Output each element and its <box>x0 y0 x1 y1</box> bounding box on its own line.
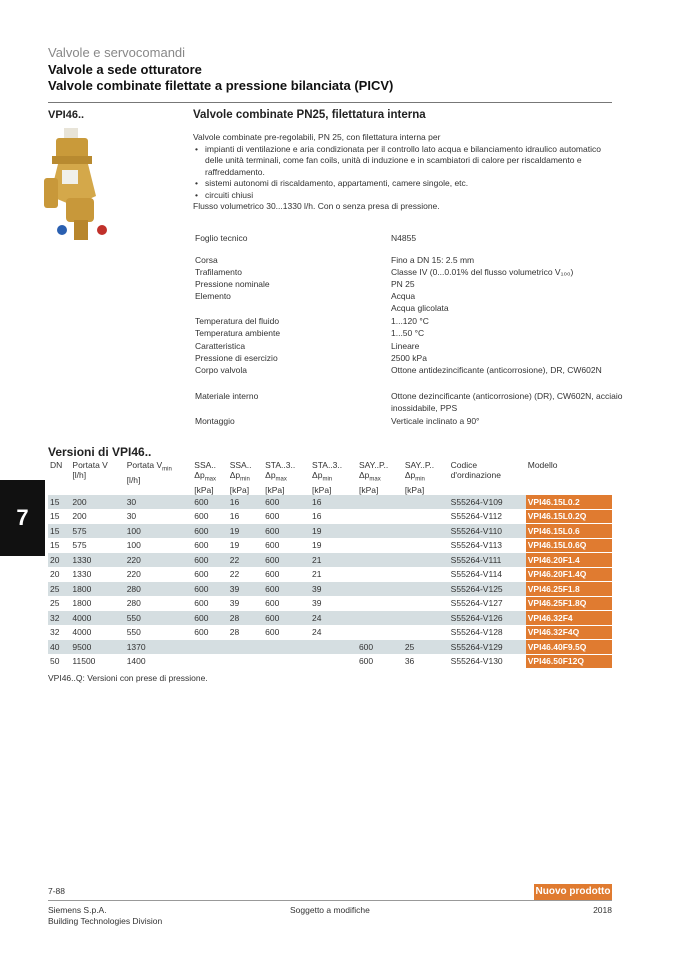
table-cell <box>403 611 449 626</box>
table-cell: 39 <box>310 582 357 597</box>
model-cell: VPI46.15L0.6 <box>526 524 612 539</box>
table-cell: 575 <box>70 524 124 539</box>
table-row <box>48 509 612 524</box>
table-cell: 25 <box>48 582 70 597</box>
column-header: SSA.. $\Delta p_{min}$ [kPa] <box>229 460 252 495</box>
spec-value: Verticale inclinato a 90° <box>391 416 480 426</box>
table-cell: 16 <box>310 495 357 509</box>
table-cell: 39 <box>229 598 240 609</box>
spec-value: Fino a DN 15: 2.5 mm <box>391 255 475 265</box>
table-cell <box>228 654 263 669</box>
column-header: Modello <box>527 460 558 470</box>
table-cell: 600 <box>357 640 403 655</box>
table-cell: 600 <box>358 656 374 667</box>
table-row <box>48 596 612 611</box>
table-row <box>48 654 612 669</box>
table-row <box>48 553 612 568</box>
product-code: VPI46.. <box>48 109 85 121</box>
description-bullet: • circuiti chiusi <box>205 190 618 202</box>
table-row <box>48 567 612 582</box>
table-cell: S55264-V111 <box>449 553 526 568</box>
table-cell: 600 <box>263 611 310 626</box>
table-cell: 15 <box>50 540 60 551</box>
table-cell <box>192 640 227 655</box>
footer-company: Siemens S.p.A. <box>48 905 107 915</box>
table-cell: 600 <box>265 540 280 551</box>
description-intro: Valvole combinate pre-regolabili, PN 25, con filettatura interna per <box>193 132 441 142</box>
description-flow: Flusso volumetrico 30...1330 l/h. Con o senza presa di pressione. <box>193 201 440 211</box>
table-cell: 16 <box>229 511 240 522</box>
spec-value: PN 25 <box>391 279 415 289</box>
table-row <box>48 625 612 640</box>
table-cell <box>357 553 403 568</box>
table-row <box>48 640 612 655</box>
table-row <box>48 582 612 597</box>
footer-rule <box>48 900 612 901</box>
table-cell: 20 <box>48 553 70 568</box>
description-bullet: • impianti di ventilazione e aria condizionata per il controllo lato acqua e bilanciamento idraulico automatico delle unità terminali, come fan coils, unità di induzione e in scambiatori di calore per riscaldamento e raffreddamento. <box>205 144 618 179</box>
table-cell: S55264-V109 <box>449 495 526 509</box>
table-cell <box>403 567 449 582</box>
table-cell: 220 <box>126 569 141 580</box>
table-cell: 600 <box>263 582 310 597</box>
table-cell: 600 <box>192 611 227 626</box>
model-cell: VPI46.20F1.4 <box>526 553 612 568</box>
table-cell <box>357 625 403 640</box>
table-cell <box>357 611 403 626</box>
table-cell <box>403 538 449 553</box>
table-cell: 25 <box>50 598 60 609</box>
subsection-heading: Valvole combinate filettate a pressione bilanciata (PICV) <box>48 78 394 93</box>
spec-value: Lineare <box>391 341 420 351</box>
spec-label: Trafilamento <box>195 267 242 277</box>
table-cell: 19 <box>310 524 357 539</box>
table-cell <box>403 495 449 509</box>
spec-value: 2500 kPa <box>391 353 427 363</box>
table-cell: 19 <box>312 540 322 551</box>
footer-division: Building Technologies Division <box>48 916 163 926</box>
table-cell: 600 <box>194 569 209 580</box>
table-header-row <box>48 460 612 495</box>
spec-label: Montaggio <box>195 416 235 426</box>
table-cell: 20 <box>50 569 60 580</box>
table-cell <box>403 625 449 640</box>
table-cell: S55264-V113 <box>450 540 503 551</box>
column-header: SSA.. $\Delta p_{max}$ [kPa] <box>194 460 217 495</box>
table-cell: 40 <box>48 640 70 655</box>
table-cell <box>357 509 403 524</box>
table-cell <box>357 567 403 582</box>
column-header: SAY..P.. $\Delta p_{max}$ [kPa] <box>358 460 389 495</box>
table-cell: S55264-V110 <box>449 524 526 539</box>
chapter-tab: 7 <box>0 480 45 556</box>
valve-image <box>44 126 118 248</box>
table-cell: S55264-V114 <box>450 569 503 580</box>
spec-label: Elemento <box>195 291 231 301</box>
section-heading: Valvole a sede otturatore <box>48 62 202 77</box>
table-cell <box>263 640 310 655</box>
column-header: STA..3.. $\Delta p_{max}$ [kPa] <box>265 460 296 495</box>
table-cell: 600 <box>263 524 310 539</box>
table-cell <box>228 640 263 655</box>
model-cell: VPI46.15L0.2 <box>526 495 612 509</box>
versions-title: Versioni di VPI46.. <box>48 445 152 459</box>
table-cell: 550 <box>125 611 193 626</box>
spec-label: Corsa <box>195 255 218 265</box>
table-cell: 1400 <box>126 656 146 667</box>
table-cell: 600 <box>192 495 227 509</box>
footer-notice: Soggetto a modifiche <box>290 905 370 915</box>
table-cell: 15 <box>48 495 70 509</box>
model-cell: VPI46.15L0.6Q <box>526 538 612 553</box>
model-cell: VPI46.40F9.5Q <box>526 640 612 655</box>
table-row <box>48 538 612 553</box>
table-cell: 30 <box>125 495 193 509</box>
table-cell <box>192 654 227 669</box>
table-cell: 280 <box>125 582 193 597</box>
table-cell: 600 <box>192 582 227 597</box>
spec-label: Caratteristica <box>195 341 246 351</box>
table-cell: 600 <box>194 511 209 522</box>
table-cell: 600 <box>265 598 280 609</box>
table-cell <box>403 582 449 597</box>
table-cell: 100 <box>125 524 193 539</box>
model-cell: VPI46.25F1.8Q <box>526 596 612 611</box>
table-cell: 19 <box>228 524 263 539</box>
table-cell <box>357 524 403 539</box>
table-cell: 600 <box>194 627 209 638</box>
column-header: SAY..P.. $\Delta p_{min}$ [kPa] <box>404 460 435 495</box>
header-rule <box>48 102 612 103</box>
column-header: DN <box>50 460 63 470</box>
table-cell <box>403 596 449 611</box>
table-cell: 19 <box>229 540 240 551</box>
table-cell: 21 <box>310 553 357 568</box>
table-cell: 16 <box>312 511 322 522</box>
spec-value: 1...50 °C <box>391 328 425 338</box>
table-cell: 28 <box>228 611 263 626</box>
table-cell: 1800 <box>72 598 92 609</box>
table-cell: 39 <box>228 582 263 597</box>
table-cell <box>263 654 310 669</box>
table-cell: 22 <box>228 553 263 568</box>
table-cell <box>403 509 449 524</box>
table-cell: 50 <box>50 656 60 667</box>
model-cell: VPI46.32F4Q <box>526 625 612 640</box>
table-cell: 25 <box>403 640 449 655</box>
spec-value: Ottone dezincificante (anticorrosione) (DR), CW602N, acciaio inossidabile, PPS <box>391 391 623 413</box>
table-cell: 1330 <box>70 553 124 568</box>
table-cell: 4000 <box>70 611 124 626</box>
table-cell: 30 <box>126 511 137 522</box>
spec-label: Corpo valvola <box>195 365 247 375</box>
table-cell: S55264-V128 <box>450 627 503 638</box>
description-bullet: • sistemi autonomi di riscaldamento, appartamenti, camere singole, etc. <box>205 178 618 190</box>
model-cell: VPI46.32F4 <box>526 611 612 626</box>
table-cell: 24 <box>310 611 357 626</box>
table-cell: 600 <box>192 524 227 539</box>
table-cell: 220 <box>125 553 193 568</box>
table-cell <box>357 495 403 509</box>
model-cell: VPI46.15L0.2Q <box>526 509 612 524</box>
column-header: Portata $V_{min}$ [l/h] <box>126 460 172 485</box>
table-row <box>48 611 612 626</box>
table-cell: 600 <box>265 569 280 580</box>
versions-block <box>48 460 612 683</box>
table-cell: 9500 <box>70 640 124 655</box>
table-cell: 4000 <box>72 627 92 638</box>
table-cell <box>357 538 403 553</box>
spec-value: Classe IV (0...0.01% del flusso volumetrico V₁₀₀) <box>391 267 574 277</box>
table-row <box>48 495 612 509</box>
table-cell: 32 <box>48 611 70 626</box>
model-cell: VPI46.50F12Q <box>526 654 612 669</box>
table-cell: 600 <box>194 540 209 551</box>
table-cell: S55264-V125 <box>449 582 526 597</box>
table-cell: 1370 <box>125 640 193 655</box>
column-header: STA..3.. $\Delta p_{min}$ [kPa] <box>312 460 343 495</box>
table-cell: 575 <box>72 540 87 551</box>
page-number: 7-88 <box>48 886 66 896</box>
table-cell <box>310 654 357 669</box>
table-cell: 200 <box>72 511 87 522</box>
table-cell: 600 <box>194 598 209 609</box>
spec-label: Temperatura ambiente <box>195 328 281 338</box>
table-cell: 200 <box>70 495 124 509</box>
new-product-badge: Nuovo prodotto <box>534 884 612 900</box>
spec-value: Ottone antidezincificante (anticorrosione), DR, CW602N <box>391 365 602 375</box>
table-cell: 11500 <box>72 656 96 667</box>
spec-label: Pressione nominale <box>195 279 270 289</box>
table-cell: 600 <box>263 553 310 568</box>
table-cell: S55264-V129 <box>449 640 526 655</box>
table-cell: 600 <box>263 495 310 509</box>
spec-label: Temperatura del fluido <box>195 316 280 326</box>
table-cell <box>357 582 403 597</box>
table-cell: 22 <box>229 569 240 580</box>
table-cell: 32 <box>50 627 60 638</box>
table-cell: S55264-V126 <box>449 611 526 626</box>
versions-table <box>48 460 612 669</box>
table-cell: 600 <box>192 553 227 568</box>
column-header: Portata V [l/h] <box>72 460 108 480</box>
table-cell: 100 <box>126 540 141 551</box>
spec-value: 1...120 °C <box>391 316 429 326</box>
table-cell: S55264-V112 <box>450 511 503 522</box>
table-cell <box>403 553 449 568</box>
table-cell: 24 <box>312 627 322 638</box>
column-header: Codice d'ordinazione <box>450 460 501 480</box>
table-cell: 16 <box>228 495 263 509</box>
model-cell: VPI46.25F1.8 <box>526 582 612 597</box>
spec-label: Foglio tecnico <box>195 233 248 243</box>
table-row <box>48 524 612 539</box>
table-cell: 550 <box>126 627 141 638</box>
model-cell: VPI46.20F1.4Q <box>526 567 612 582</box>
table-cell <box>357 596 403 611</box>
product-description <box>193 132 618 213</box>
spec-value: Acqua Acqua glicolata <box>391 291 449 313</box>
table-cell: 15 <box>50 511 60 522</box>
product-title: Valvole combinate PN25, filettatura interna <box>193 109 426 121</box>
versions-note: VPI46..Q: Versioni con prese di pressione. <box>48 673 208 683</box>
table-cell: 600 <box>265 627 280 638</box>
table-cell <box>403 524 449 539</box>
table-cell <box>310 640 357 655</box>
table-cell: 21 <box>312 569 322 580</box>
spec-label: Pressione di esercizio <box>195 353 278 363</box>
table-cell: S55264-V130 <box>450 656 503 667</box>
spec-label: Materiale interno <box>195 391 259 401</box>
table-cell: 39 <box>312 598 322 609</box>
spec-value: N4855 <box>391 233 417 243</box>
table-cell: S55264-V127 <box>450 598 503 609</box>
table-cell: 280 <box>126 598 141 609</box>
table-cell: 1800 <box>70 582 124 597</box>
footer-year: 2018 <box>593 905 612 915</box>
table-cell: 15 <box>48 524 70 539</box>
category-heading: Valvole e servocomandi <box>48 45 186 60</box>
table-cell: 36 <box>404 656 415 667</box>
table-cell: 28 <box>229 627 240 638</box>
table-cell: 1330 <box>72 569 92 580</box>
table-cell: 600 <box>265 511 280 522</box>
